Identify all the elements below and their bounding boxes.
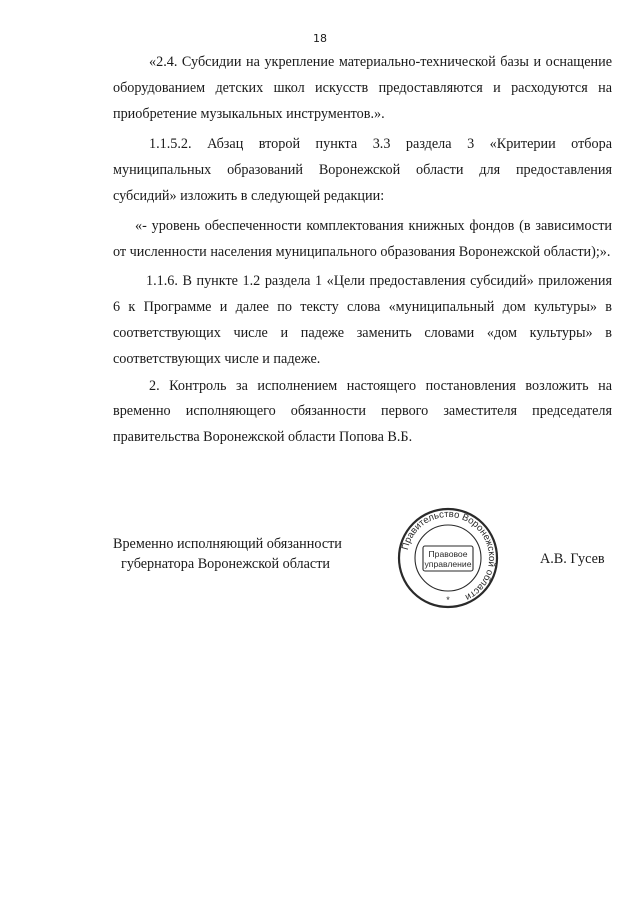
signatory-title-line-1: Временно исполняющий обязанности [113, 536, 342, 552]
paragraph-1-1-6-amendment: 1.1.6. В пункте 1.2 раздела 1 «Цели предоставления субсидий» приложения 6 к Программе и далее по тексту слова «муниципальный дом культуры» в соответствующих числе и падеже заменить словами «дом культуры» в соответствующих числе и падеже. [113, 273, 612, 367]
paragraph-2-4-subsidies: «2.4. Субсидии на укрепление материально-технической базы и оснащение оборудованием детских школ искусств предоставляются и расходуются на приобретение музыкальных инструментов.». [113, 54, 612, 122]
page-number: 18 [313, 32, 327, 45]
signatory-title-line-2: губернатора Воронежской области [121, 556, 331, 572]
seal-outer-text-path: Правительство Воронежской области [399, 508, 498, 603]
signatory-title [113, 534, 342, 574]
paragraph-1-1-5-2-amendment: 1.1.5.2. Абзац второй пункта 3.3 раздела 3 «Критерии отбора муниципальных образований Воронежской области для предоставления субсидий» изложить в следующей редакции: [113, 136, 612, 204]
signatory-name: А.В. Гусев [540, 551, 605, 567]
seal-star-mark: * [446, 595, 450, 605]
paragraph-2-control: 2. Контроль за исполнением настоящего постановления возложить на временно исполняющего обязанности первого заместителя председателя правительства Воронежской области Попова В.Б. [113, 377, 612, 446]
seal-inner-line-2: управление [424, 559, 472, 569]
document-body [113, 50, 612, 451]
seal-inner-line-1: Правовое [428, 549, 468, 559]
official-seal-stamp [396, 506, 500, 610]
paragraph-book-fund-criterion: «- уровень обеспеченности комплектования книжных фондов (в зависимости от численности населения муниципального образования Воронежской области);». [113, 217, 612, 260]
